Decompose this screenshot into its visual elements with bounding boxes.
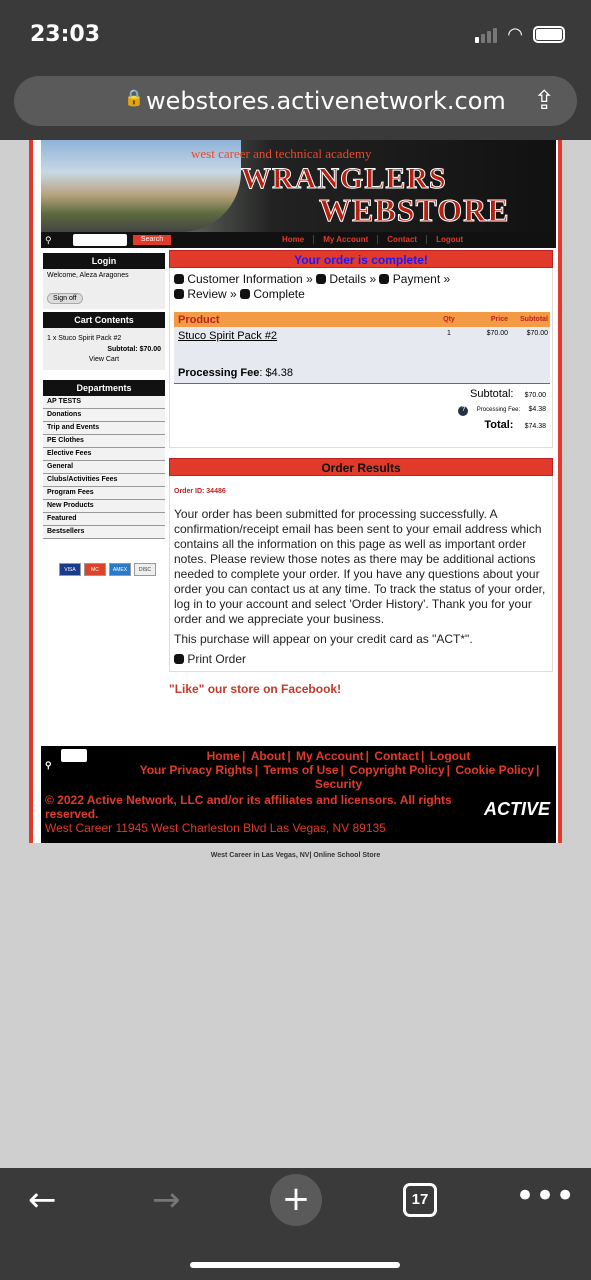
cart-line: 1 x Stuco Spirit Pack #2: [47, 335, 122, 342]
home-indicator: [190, 1262, 400, 1268]
footer-about[interactable]: About: [250, 749, 286, 763]
details-icon: [316, 274, 326, 284]
footer-links: Home | About | My Account | Contact | Logout Your Privacy Rights | Terms of Use | Copyright Policy | Cookie Policy | Security: [139, 749, 540, 791]
webpage: [29, 140, 562, 843]
departments-header: Departments: [43, 380, 165, 396]
store-address: West Career 11945 West Charleston Blvd Las Vegas, NV 89135: [45, 821, 386, 835]
col-price: Price: [490, 316, 508, 323]
order-complete-banner: [169, 250, 553, 268]
tabs-button[interactable]: 17: [403, 1183, 437, 1217]
login-header: Login: [43, 253, 165, 269]
order-totals: [174, 388, 550, 431]
facebook-like-link[interactable]: "Like" our store on Facebook!: [169, 682, 342, 696]
print-order-link[interactable]: [174, 652, 548, 667]
footer-home[interactable]: Home: [206, 749, 240, 763]
discover-card-icon: DISC: [134, 563, 156, 576]
dept-item[interactable]: Donations: [43, 409, 165, 422]
footer-security[interactable]: Security: [314, 777, 363, 791]
subtotal-label: Subtotal:: [470, 388, 514, 400]
dept-item[interactable]: Featured: [43, 513, 165, 526]
footer-terms[interactable]: Terms of Use: [263, 763, 339, 777]
footer-search-input[interactable]: [61, 749, 87, 762]
departments-list: [43, 396, 165, 539]
address-bar[interactable]: [14, 76, 577, 126]
nav-home[interactable]: Home: [273, 235, 314, 244]
lock-icon: 🔒: [124, 88, 144, 107]
order-results-title: Order Results: [321, 461, 401, 475]
status-icons: [475, 24, 565, 45]
product-link[interactable]: Stuco Spirit Pack #2: [178, 330, 278, 342]
store-banner: [41, 140, 556, 232]
col-product: Product: [178, 313, 220, 326]
search-icon: ⚲: [45, 235, 52, 245]
mastercard-icon: MC: [84, 563, 106, 576]
visa-card-icon: VISA: [59, 563, 81, 576]
footer-cookie[interactable]: Cookie Policy: [455, 763, 535, 777]
signoff-button[interactable]: Sign off: [47, 293, 83, 304]
dept-item[interactable]: General: [43, 461, 165, 474]
order-table-header: [174, 312, 550, 327]
subtotal-value: $70.00: [524, 392, 546, 399]
step-review: Review: [187, 287, 227, 301]
complete-icon: [240, 289, 250, 299]
order-table: [174, 312, 550, 431]
sidebar: [43, 253, 165, 576]
checkout-steps: Customer Information » Details » Payment » Review » Complete: [170, 268, 552, 302]
dept-item[interactable]: PE Clothes: [43, 435, 165, 448]
col-qty: Qty: [443, 316, 455, 323]
login-box: [43, 269, 165, 309]
step-payment: Payment: [392, 272, 441, 286]
search-input[interactable]: [73, 234, 127, 246]
step-customer-information: Customer Information: [187, 272, 303, 286]
more-icon[interactable]: •••: [515, 1176, 576, 1216]
clock: 23:03: [30, 22, 101, 47]
signal-icon: [475, 27, 497, 43]
table-row: [174, 327, 550, 367]
footer-my-account[interactable]: My Account: [296, 749, 364, 763]
cart-header: Cart Contents: [43, 312, 165, 328]
payment-icon: [379, 274, 389, 284]
processing-fee-row: [174, 367, 550, 384]
total-label: Total:: [484, 419, 514, 431]
dept-item[interactable]: Clubs/Activities Fees: [43, 474, 165, 487]
copyright-text: © 2022 Active Network, LLC and/or its affiliates and licensors. All rights reserved.: [45, 793, 452, 821]
banner-title-2: WEBSTORE: [319, 192, 510, 228]
active-network-logo: ACTIVE: [483, 799, 550, 819]
review-icon: [174, 289, 184, 299]
footer-logout[interactable]: Logout: [429, 749, 471, 763]
processing-fee-total-label: Processing Fee:: [476, 407, 521, 413]
battery-icon: [533, 26, 565, 43]
wifi-icon: ◠: [507, 24, 523, 44]
print-order-label: Print Order: [187, 652, 247, 666]
share-icon[interactable]: ⇪: [533, 86, 555, 116]
forward-icon: →: [152, 1180, 181, 1220]
nav-logout[interactable]: Logout: [436, 235, 464, 244]
step-complete: Complete: [253, 287, 305, 301]
footer-privacy[interactable]: Your Privacy Rights: [139, 763, 253, 777]
credit-card-note: This purchase will appear on your credit card as "ACT*".: [174, 632, 473, 646]
footer-contact[interactable]: Contact: [374, 749, 419, 763]
footer-search-icon: ⚲: [45, 760, 52, 770]
item-qty: 1: [447, 330, 451, 337]
order-id: Order ID: 34486: [174, 488, 226, 495]
welcome-text: Welcome, Aleza Aragones: [47, 272, 129, 279]
dept-item[interactable]: Bestsellers: [43, 526, 165, 539]
dept-item[interactable]: AP TESTS: [43, 396, 165, 409]
main-content: [169, 250, 553, 696]
cart-subtotal: Subtotal: $70.00: [107, 346, 161, 353]
view-cart-link[interactable]: View Cart: [88, 356, 120, 363]
nav-my-account[interactable]: My Account: [314, 235, 378, 244]
item-subtotal: $70.00: [526, 330, 548, 337]
printer-icon: [174, 654, 184, 664]
dept-item[interactable]: Program Fees: [43, 487, 165, 500]
processing-fee-total: $4.38: [528, 406, 546, 413]
amex-card-icon: AMEX: [109, 563, 131, 576]
browser-toolbar: [0, 70, 591, 140]
banner-title-1: WRANGLERS: [241, 162, 447, 195]
nav-contact[interactable]: Contact: [378, 235, 427, 244]
status-bar: [0, 0, 591, 70]
order-message: Your order has been submitted for processing successfully. A confirmation/receipt email has been sent to your email address which contains all the information on this page as well as important order notes. Please review those notes as there may be additional actions needed to complete your order. If you have any questions about your order you can contact us at any time. To track the status of your order, log in to your account and select 'Order History'. Thank you for your order and we appreciate your business.: [174, 507, 546, 626]
order-results-header: [169, 458, 553, 476]
back-icon[interactable]: ←: [28, 1180, 57, 1220]
dept-item[interactable]: New Products: [43, 500, 165, 513]
payment-cards: [59, 563, 165, 576]
nav-links: [273, 235, 472, 244]
step-details: Details: [329, 272, 367, 286]
new-tab-icon[interactable]: +: [270, 1174, 322, 1226]
dept-item[interactable]: Trip and Events: [43, 422, 165, 435]
site-footer: [41, 746, 556, 843]
order-results-box: [169, 476, 553, 672]
dept-item[interactable]: Elective Fees: [43, 448, 165, 461]
item-price: $70.00: [486, 330, 508, 337]
customer-info-icon: [174, 274, 184, 284]
school-name: west career and technical academy: [191, 146, 372, 161]
cart-box: [43, 328, 165, 370]
top-nav: [41, 232, 556, 248]
url-text: webstores.activenetwork.com: [146, 87, 506, 115]
page-footer-text: West Career in Las Vegas, NV| Online School Store: [210, 852, 381, 859]
processing-fee-label: Processing Fee: [178, 367, 260, 379]
footer-copyright[interactable]: Copyright Policy: [349, 763, 445, 777]
help-icon[interactable]: ?: [458, 406, 468, 416]
processing-fee-value: : $4.38: [259, 367, 293, 379]
col-subtotal: Subtotal: [520, 316, 548, 323]
total-value: $74.38: [524, 423, 546, 430]
search-button[interactable]: Search: [133, 235, 171, 245]
order-complete-title: Your order is complete!: [294, 253, 428, 267]
